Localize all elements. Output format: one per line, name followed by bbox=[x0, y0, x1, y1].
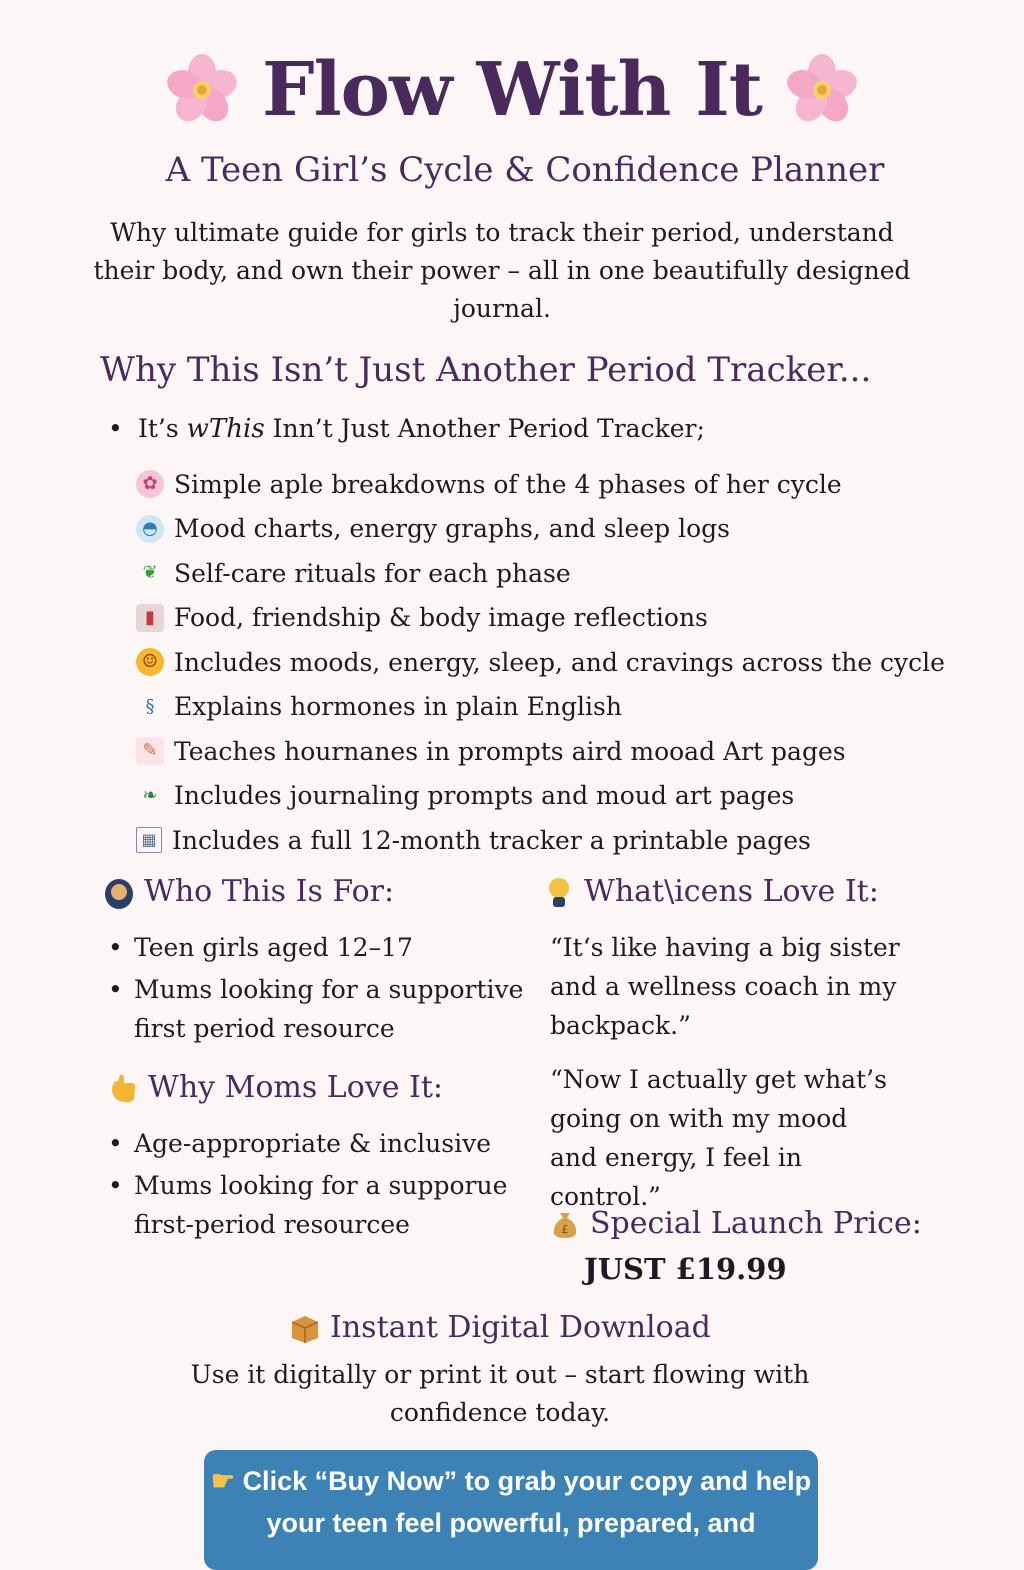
list-item bbox=[136, 551, 945, 596]
teens-love-title: What\icens Love It: bbox=[584, 874, 879, 909]
feature-text: Includes a full 12-month tracker a printable pages bbox=[172, 825, 811, 855]
list-item bbox=[136, 774, 945, 819]
buy-now-label: Click “Buy Now” to grab your copy and help your teen feel powerful, prepared, and bbox=[242, 1466, 812, 1538]
feature-text: Includes moods, energy, sleep, and cravings across the cycle bbox=[174, 647, 945, 677]
face-icon bbox=[542, 875, 576, 909]
wave-icon: ◓ bbox=[136, 515, 164, 543]
flower-icon: ✿ bbox=[136, 470, 164, 498]
list-item bbox=[136, 818, 945, 863]
smile-icon: ☺ bbox=[136, 648, 164, 676]
launch-title: Special Launch Price: bbox=[590, 1206, 922, 1241]
list-item: • Teen girls aged 12–17 bbox=[108, 928, 528, 967]
list-item bbox=[136, 729, 945, 774]
person-icon bbox=[102, 875, 136, 909]
page-subtitle: A Teen Girl’s Cycle & Confidence Planner bbox=[165, 150, 885, 190]
who-for-title: Who This Is For: bbox=[144, 874, 395, 909]
why-heading: Why This Isn’t Just Another Period Tracker... bbox=[100, 350, 872, 390]
seedling-icon: ❦ bbox=[142, 562, 158, 584]
pencil-icon: ✎ bbox=[136, 737, 164, 765]
list-item: • Mums looking for a supporue first-period resourcee bbox=[108, 1166, 508, 1244]
flower-icon bbox=[164, 52, 240, 128]
price-text: JUST £19.99 bbox=[584, 1252, 787, 1286]
svg-text:£: £ bbox=[561, 1222, 569, 1236]
leaf-icon: ❧ bbox=[142, 784, 158, 806]
feature-text: Simple aple breakdowns of the 4 phases of her cycle bbox=[174, 469, 842, 499]
list-item-text: Age-appropriate & inclusive bbox=[134, 1129, 491, 1158]
page-title: Flow With It bbox=[262, 47, 762, 133]
lead-bullet bbox=[108, 414, 705, 444]
moms-love-heading bbox=[106, 1070, 443, 1105]
feature-text: Explains hormones in plain English bbox=[174, 692, 622, 722]
who-for-list bbox=[108, 928, 528, 1051]
dna-icon: § bbox=[145, 695, 155, 717]
flower-icon bbox=[784, 52, 860, 128]
money-bag-icon bbox=[548, 1207, 582, 1241]
list-item bbox=[136, 685, 945, 730]
testimonial-quote: “It‘s like having a big sister and a wellness coach in my backpack.” bbox=[550, 933, 900, 1040]
bullet-dot: • bbox=[108, 414, 123, 443]
list-item bbox=[136, 507, 945, 552]
lead-bullet-italic: wThis bbox=[186, 414, 265, 444]
download-heading bbox=[288, 1310, 711, 1345]
list-item: • Age-appropriate & inclusive bbox=[108, 1124, 508, 1163]
lead-bullet-prefix: It’s bbox=[138, 414, 187, 443]
feature-text: Self-care rituals for each phase bbox=[174, 558, 571, 588]
lead-bullet-suffix: Inn’t Just Another Period Tracker; bbox=[264, 414, 705, 443]
cup-icon: ▮ bbox=[136, 604, 164, 632]
feature-text: Teaches hournanes in prompts aird mooad Art pages bbox=[174, 736, 846, 766]
list-item bbox=[136, 462, 945, 507]
teens-love-heading bbox=[542, 874, 879, 909]
package-icon bbox=[288, 1311, 322, 1345]
list-item-text: Mums looking for a supporue first-period resourcee bbox=[134, 1171, 508, 1239]
moms-love-title: Why Moms Love It: bbox=[148, 1070, 444, 1105]
calendar-icon: ▦ bbox=[136, 827, 162, 853]
hand-icon bbox=[106, 1071, 140, 1105]
pointing-hand-icon: ☛ bbox=[210, 1466, 243, 1496]
launch-heading bbox=[548, 1206, 922, 1241]
list-item-text: Teen girls aged 12–17 bbox=[134, 933, 413, 962]
intro-text: Why ultimate guide for girls to track their period, understand their body, and own their power – all in one beautifully designed journal. bbox=[93, 218, 911, 323]
list-item: • Mums looking for a supportive first period resource bbox=[108, 970, 528, 1048]
list-item-text: Mums looking for a supportive first period resource bbox=[134, 975, 524, 1043]
moms-love-list bbox=[108, 1124, 508, 1247]
feature-text: Mood charts, energy graphs, and sleep logs bbox=[174, 514, 730, 544]
feature-text: Includes journaling prompts and moud art pages bbox=[174, 781, 795, 811]
download-title: Instant Digital Download bbox=[330, 1310, 711, 1345]
download-text: Use it digitally or print it out – start flowing with confidence today. bbox=[190, 1360, 810, 1427]
title-row bbox=[0, 40, 1024, 140]
testimonial-quote: “Now I actually get what’s going on with my mood and energy, I feel in control.” bbox=[550, 1065, 887, 1211]
feature-list bbox=[136, 462, 945, 863]
list-item bbox=[136, 596, 945, 641]
who-for-heading bbox=[102, 874, 394, 909]
buy-now-button[interactable] bbox=[204, 1450, 818, 1570]
feature-text: Food, friendship & body image reflections bbox=[174, 603, 708, 633]
list-item bbox=[136, 640, 945, 685]
